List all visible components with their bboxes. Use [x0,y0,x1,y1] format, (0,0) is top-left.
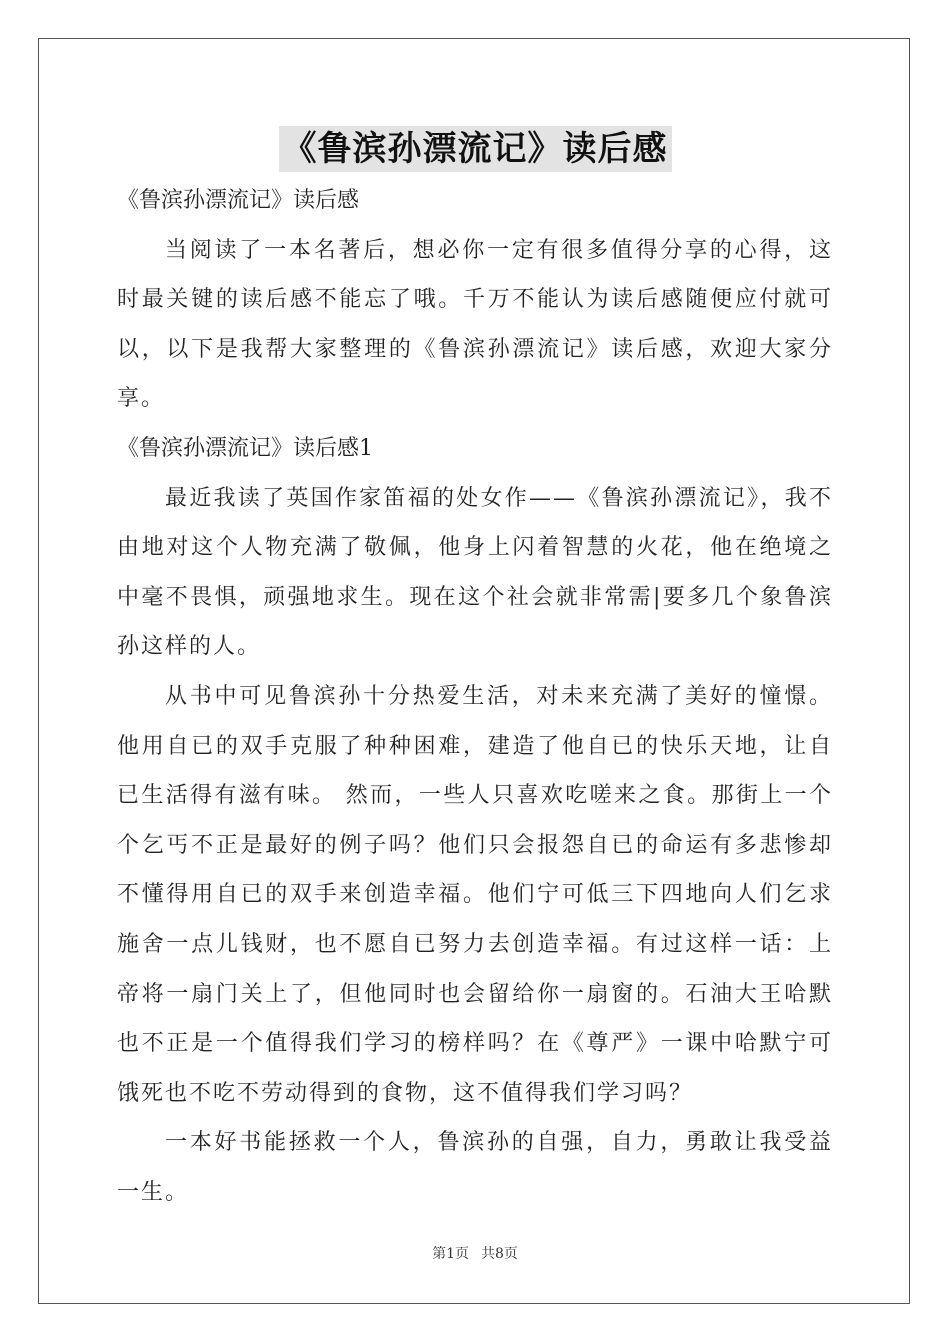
body-paragraph-2: 从书中可见鲁滨孙十分热爱生活，对未来充满了美好的憧憬。他用自已的双手克服了种种困难，建造了他自已的快乐天地，让自已生活得有滋有味。 然而，一些人只喜欢吃嗟来之食。那街上一个个乞丐不正是最好的例子吗？他们只会报怨自已的命运有多悲惨却不懂得用自已的双手来创造幸福。他们宁可低三下四地向人们乞求施舍一点儿钱财，也不愿自已努力去创造幸福。有过这样一话：上帝将一扇门关上了，但他同时也会留给你一扇窗的。石油大王哈默也不正是一个值得我们学习的榜样吗？在《尊严》一课中哈默宁可饿死也不吃不劳动得到的食物，这不值得我们学习吗？ [117,683,833,1106]
document-title: 《鲁滨孙漂流记》读后感 [279,126,672,172]
body-paragraph-1: 最近我读了英国作家笛福的处女作——《鲁滨孙漂流记》，我不由地对这个人物充满了敬佩，他身上闪着智慧的火花，他在绝境之中毫不畏惧，顽强地求生。现在这个社会就非常需|要多几个象鲁滨孙这样的人。 [117,485,833,660]
body-paragraph-3: 一本好书能拯救一个人，鲁滨孙的自强，自力，勇敢让我受益一生。 [117,1130,833,1205]
intro-heading: 《鲁滨孙漂流记》读后感 [117,188,360,213]
title-container [0,126,950,172]
section-heading: 《鲁滨孙漂流记》读后感1 [117,435,373,461]
page-number: 第1页 [432,1246,469,1262]
intro-paragraph: 当阅读了一本名著后，想必你一定有很多值得分享的心得，这时最关键的读后感不能忘了哦。千万不能认为读后感随便应付就可以，以下是我帮大家整理的《鲁滨孙漂流记》读后感，欢迎大家分享。 [117,237,833,412]
page-footer [0,1244,950,1264]
total-pages: 共8页 [481,1246,518,1262]
document-body [117,176,833,1217]
